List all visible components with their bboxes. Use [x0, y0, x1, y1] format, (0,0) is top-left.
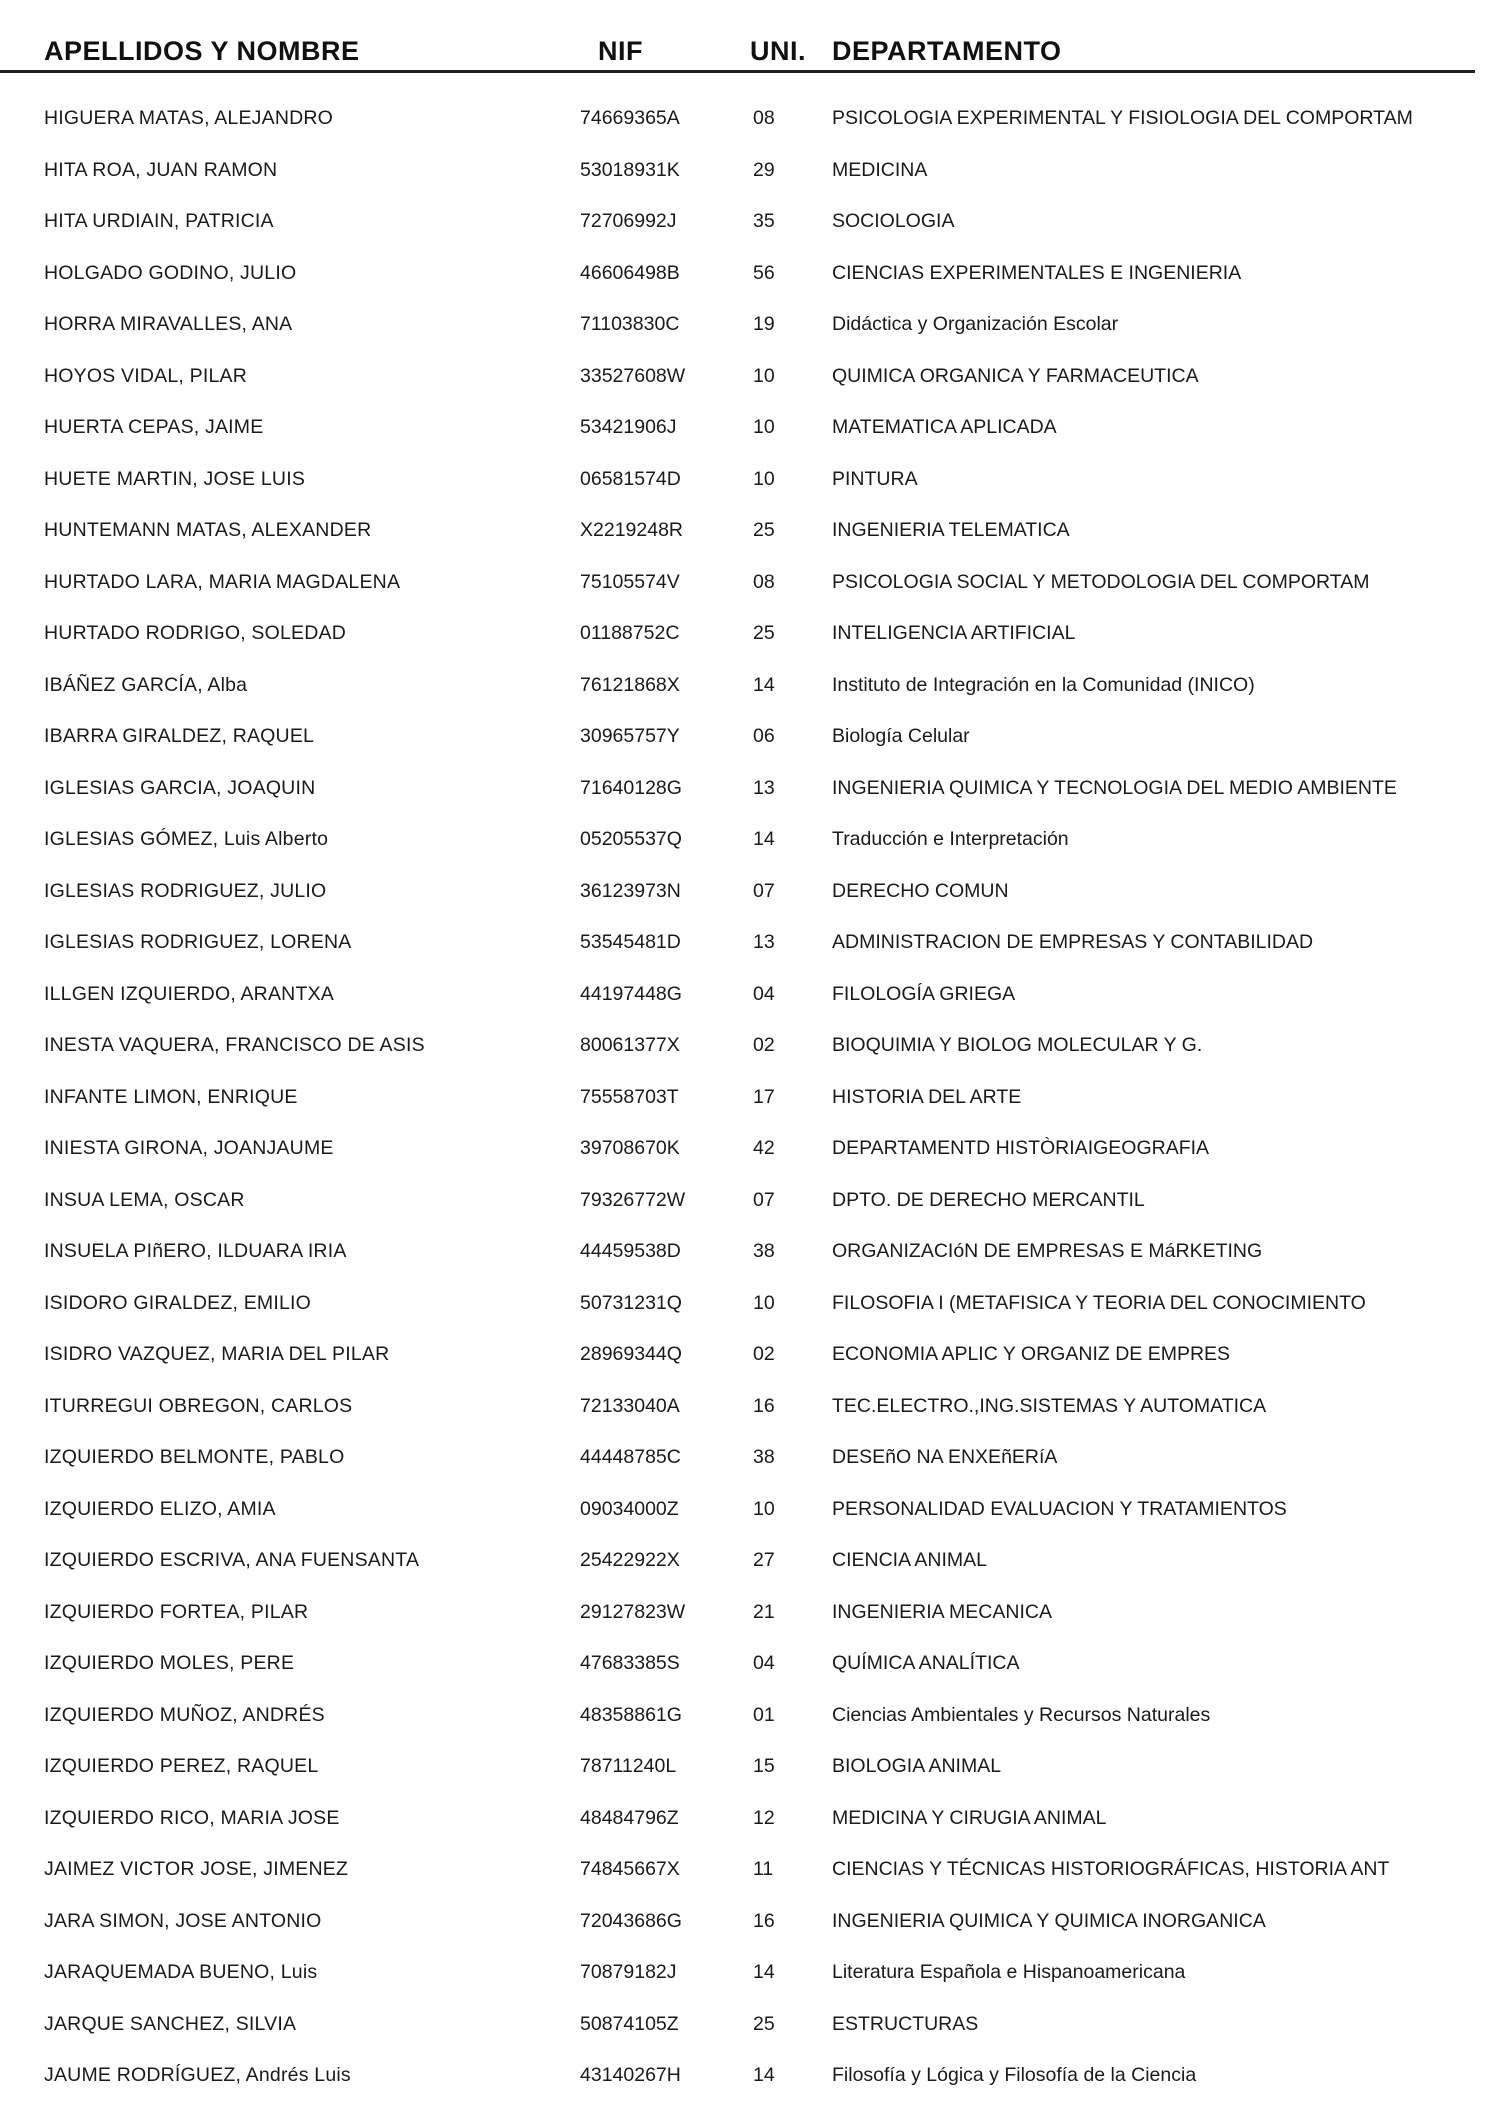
cell-departamento: QUIMICA ORGANICA Y FARMACEUTICA [832, 364, 1199, 387]
cell-nif: 39708670K [580, 1137, 680, 1159]
cell-nif: 50731231Q [580, 1291, 682, 1314]
cell-name: IGLESIAS RODRIGUEZ, LORENA [44, 931, 352, 953]
table-row [0, 816, 1500, 868]
cell-nif: 48484796Z [580, 1806, 679, 1829]
cell-departamento: BIOQUIMIA Y BIOLOG MOLECULAR Y G. [832, 1034, 1203, 1056]
cell-uni: 12 [753, 1806, 775, 1829]
cell-departamento: INGENIERIA MECANICA [832, 1600, 1052, 1623]
table-body [0, 95, 1500, 2104]
table-row [0, 1486, 1500, 1538]
table-row [0, 1898, 1500, 1950]
cell-departamento: ADMINISTRACION DE EMPRESAS Y CONTABILIDAD [832, 931, 1314, 953]
cell-nif: 72133040A [580, 1394, 680, 1417]
cell-name: IZQUIERDO BELMONTE, PABLO [44, 1446, 345, 1468]
cell-name: JARAQUEMADA BUENO, Luis [44, 1961, 318, 1983]
table-row [0, 2052, 1500, 2104]
cell-nif: 01188752C [580, 622, 680, 644]
cell-nif: 71103830C [580, 313, 680, 335]
header-divider [0, 70, 1475, 73]
cell-departamento: FILOSOFIA I (METAFISICA Y TEORIA DEL CONOCIMIENTO [832, 1291, 1366, 1314]
cell-name: JAUME RODRÍGUEZ, Andrés Luis [44, 2064, 351, 2086]
table-row [0, 868, 1500, 920]
cell-nif: 44197448G [580, 982, 682, 1005]
cell-name: INFANTE LIMON, ENRIQUE [44, 1085, 298, 1108]
cell-uni: 14 [753, 673, 775, 696]
table-row [0, 198, 1500, 250]
cell-nif: 43140267H [580, 2064, 681, 2086]
cell-departamento: DEPARTAMENTD HISTÒRIAIGEOGRAFIA [832, 1137, 1210, 1159]
cell-name: IBARRA GIRALDEZ, RAQUEL [44, 725, 315, 747]
cell-uni: 07 [753, 879, 775, 902]
cell-uni: 07 [753, 1188, 775, 1211]
table-row [0, 1022, 1500, 1074]
cell-name: HOLGADO GODINO, JULIO [44, 261, 297, 284]
cell-nif: 71640128G [580, 776, 682, 799]
table-row [0, 1795, 1500, 1847]
table-row [0, 301, 1500, 353]
cell-name: HURTADO RODRIGO, SOLEDAD [44, 622, 347, 644]
cell-uni: 42 [753, 1137, 775, 1159]
table-row [0, 1331, 1500, 1383]
cell-name: JARQUE SANCHEZ, SILVIA [44, 2012, 297, 2035]
cell-uni: 16 [753, 1909, 775, 1932]
cell-departamento: ECONOMIA APLIC Y ORGANIZ DE EMPRES [832, 1343, 1231, 1365]
cell-departamento: Traducción e Interpretación [832, 828, 1069, 850]
cell-nif: 53545481D [580, 931, 681, 953]
cell-uni: 08 [753, 107, 775, 129]
table-row [0, 1434, 1500, 1486]
cell-departamento: BIOLOGIA ANIMAL [832, 1755, 1002, 1777]
cell-departamento: PINTURA [832, 467, 918, 490]
cell-departamento: CIENCIAS EXPERIMENTALES E INGENIERIA [832, 261, 1242, 284]
header-departamento: DEPARTAMENTO [832, 36, 1062, 66]
cell-name: ISIDRO VAZQUEZ, MARIA DEL PILAR [44, 1343, 390, 1365]
cell-departamento: SOCIOLOGIA [832, 210, 955, 232]
cell-departamento: Didáctica y Organización Escolar [832, 313, 1119, 335]
cell-departamento: Instituto de Integración en la Comunidad (INICO) [832, 673, 1255, 696]
cell-uni: 17 [753, 1085, 775, 1108]
cell-departamento: INTELIGENCIA ARTIFICIAL [832, 622, 1076, 644]
cell-name: IZQUIERDO ESCRIVA, ANA FUENSANTA [44, 1549, 420, 1571]
cell-departamento: DERECHO COMUN [832, 879, 1009, 902]
cell-nif: 46606498B [580, 261, 680, 284]
cell-uni: 35 [753, 210, 775, 232]
cell-uni: 10 [753, 467, 775, 490]
cell-name: HITA ROA, JUAN RAMON [44, 158, 278, 181]
cell-nif: 74845667X [580, 1858, 680, 1880]
cell-name: HOYOS VIDAL, PILAR [44, 364, 247, 387]
cell-uni: 02 [753, 1343, 775, 1365]
cell-departamento: Literatura Española e Hispanoamericana [832, 1961, 1186, 1983]
header-name: APELLIDOS Y NOMBRE [44, 36, 360, 66]
cell-departamento: MATEMATICA APLICADA [832, 416, 1057, 438]
cell-nif: 44459538D [580, 1240, 681, 1262]
table-row [0, 456, 1500, 508]
cell-departamento: DPTO. DE DERECHO MERCANTIL [832, 1188, 1145, 1211]
cell-uni: 38 [753, 1240, 775, 1262]
cell-nif: 80061377X [580, 1034, 680, 1056]
table-header [0, 30, 1500, 70]
cell-name: ITURREGUI OBREGON, CARLOS [44, 1394, 353, 1417]
table-row [0, 250, 1500, 302]
cell-departamento: HISTORIA DEL ARTE [832, 1085, 1022, 1108]
cell-name: JARA SIMON, JOSE ANTONIO [44, 1909, 322, 1932]
cell-nif: 09034000Z [580, 1497, 679, 1520]
table-row [0, 1383, 1500, 1435]
cell-uni: 11 [753, 1858, 774, 1880]
cell-uni: 06 [753, 725, 775, 747]
cell-nif: 29127823W [580, 1600, 686, 1623]
cell-name: HUNTEMANN MATAS, ALEXANDER [44, 519, 372, 541]
cell-name: IZQUIERDO RICO, MARIA JOSE [44, 1806, 340, 1829]
cell-nif: 53018931K [580, 158, 680, 181]
table-row [0, 971, 1500, 1023]
cell-uni: 02 [753, 1034, 775, 1056]
cell-uni: 29 [753, 158, 775, 181]
table-row [0, 1177, 1500, 1229]
cell-uni: 04 [753, 1652, 775, 1674]
cell-nif: 33527608W [580, 364, 686, 387]
cell-uni: 01 [753, 1703, 775, 1726]
cell-name: JAIMEZ VICTOR JOSE, JIMENEZ [44, 1858, 349, 1880]
table-row [0, 765, 1500, 817]
cell-nif: 75105574V [580, 570, 680, 593]
cell-uni: 19 [753, 313, 775, 335]
cell-departamento: TEC.ELECTRO.,ING.SISTEMAS Y AUTOMATICA [832, 1394, 1267, 1417]
cell-nif: 06581574D [580, 467, 681, 490]
table-row [0, 610, 1500, 662]
cell-uni: 13 [753, 776, 775, 799]
cell-uni: 25 [753, 622, 775, 644]
cell-nif: 76121868X [580, 673, 680, 696]
cell-name: IZQUIERDO MOLES, PERE [44, 1652, 295, 1674]
cell-name: IZQUIERDO ELIZO, AMIA [44, 1497, 276, 1520]
cell-uni: 10 [753, 364, 775, 387]
cell-name: INSUELA PIñERO, ILDUARA IRIA [44, 1240, 347, 1262]
cell-uni: 14 [753, 2064, 775, 2086]
cell-uni: 15 [753, 1755, 775, 1777]
cell-departamento: Ciencias Ambientales y Recursos Naturales [832, 1703, 1211, 1726]
cell-uni: 10 [753, 416, 775, 438]
cell-name: HURTADO LARA, MARIA MAGDALENA [44, 570, 401, 593]
cell-departamento: INGENIERIA TELEMATICA [832, 519, 1070, 541]
cell-uni: 10 [753, 1291, 775, 1314]
cell-name: IGLESIAS GÓMEZ, Luis Alberto [44, 828, 329, 850]
cell-nif: 28969344Q [580, 1343, 682, 1365]
cell-departamento: ORGANIZACIóN DE EMPRESAS E MáRKETING [832, 1240, 1263, 1262]
header-nif: NIF [598, 36, 643, 66]
cell-uni: 13 [753, 931, 775, 953]
cell-name: HITA URDIAIN, PATRICIA [44, 210, 274, 232]
table-row [0, 559, 1500, 611]
cell-nif: 47683385S [580, 1652, 680, 1674]
cell-name: IGLESIAS GARCIA, JOAQUIN [44, 776, 316, 799]
table-row [0, 507, 1500, 559]
cell-nif: 05205537Q [580, 828, 682, 850]
table-row [0, 2001, 1500, 2053]
table-row [0, 1692, 1500, 1744]
cell-departamento: CIENCIAS Y TÉCNICAS HISTORIOGRÁFICAS, HISTORIA ANT [832, 1858, 1390, 1880]
table-row [0, 1125, 1500, 1177]
cell-departamento: MEDICINA Y CIRUGIA ANIMAL [832, 1806, 1107, 1829]
table-row [0, 713, 1500, 765]
table-row [0, 919, 1500, 971]
cell-uni: 14 [753, 828, 775, 850]
cell-name: ILLGEN IZQUIERDO, ARANTXA [44, 982, 334, 1005]
cell-uni: 38 [753, 1446, 775, 1468]
cell-departamento: PERSONALIDAD EVALUACION Y TRATAMIENTOS [832, 1497, 1287, 1520]
cell-name: HIGUERA MATAS, ALEJANDRO [44, 107, 334, 129]
cell-name: IGLESIAS RODRIGUEZ, JULIO [44, 879, 327, 902]
table-row [0, 1589, 1500, 1641]
cell-name: HUETE MARTIN, JOSE LUIS [44, 467, 306, 490]
header-uni: UNI. [750, 36, 806, 66]
cell-departamento: CIENCIA ANIMAL [832, 1549, 987, 1571]
cell-uni: 21 [753, 1600, 775, 1623]
table-row [0, 147, 1500, 199]
table-row [0, 95, 1500, 147]
cell-nif: 74669365A [580, 107, 680, 129]
cell-departamento: PSICOLOGIA SOCIAL Y METODOLOGIA DEL COMPORTAM [832, 570, 1370, 593]
cell-departamento: PSICOLOGIA EXPERIMENTAL Y FISIOLOGIA DEL COMPORTAM [832, 107, 1413, 129]
cell-departamento: QUÍMICA ANALÍTICA [832, 1652, 1020, 1674]
cell-name: INSUA LEMA, OSCAR [44, 1188, 245, 1211]
table-row [0, 1074, 1500, 1126]
cell-uni: 16 [753, 1394, 775, 1417]
cell-nif: 72706992J [580, 210, 677, 232]
cell-nif: 78711240L [580, 1755, 677, 1777]
cell-uni: 14 [753, 1961, 775, 1983]
cell-nif: X2219248R [580, 519, 684, 541]
cell-name: HORRA MIRAVALLES, ANA [44, 313, 293, 335]
cell-departamento: INGENIERIA QUIMICA Y TECNOLOGIA DEL MEDIO AMBIENTE [832, 776, 1397, 799]
table-row [0, 1846, 1500, 1898]
cell-uni: 56 [753, 261, 775, 284]
cell-name: IZQUIERDO FORTEA, PILAR [44, 1600, 309, 1623]
cell-name: INIESTA GIRONA, JOANJAUME [44, 1137, 334, 1159]
cell-nif: 75558703T [580, 1085, 679, 1108]
cell-uni: 10 [753, 1497, 775, 1520]
cell-name: IBÁÑEZ GARCÍA, Alba [44, 673, 248, 696]
cell-departamento: FILOLOGÍA GRIEGA [832, 982, 1016, 1005]
cell-uni: 25 [753, 2012, 775, 2035]
cell-name: IZQUIERDO PEREZ, RAQUEL [44, 1755, 319, 1777]
table-row [0, 1280, 1500, 1332]
table-row [0, 404, 1500, 456]
cell-name: INESTA VAQUERA, FRANCISCO DE ASIS [44, 1034, 425, 1056]
cell-nif: 79326772W [580, 1188, 686, 1211]
cell-nif: 72043686G [580, 1909, 682, 1932]
cell-name: HUERTA CEPAS, JAIME [44, 416, 264, 438]
cell-name: IZQUIERDO MUÑOZ, ANDRÉS [44, 1703, 325, 1726]
cell-uni: 25 [753, 519, 775, 541]
cell-departamento: INGENIERIA QUIMICA Y QUIMICA INORGANICA [832, 1909, 1266, 1932]
table-row [0, 353, 1500, 405]
cell-nif: 30965757Y [580, 725, 680, 747]
cell-departamento: Filosofía y Lógica y Filosofía de la Ciencia [832, 2064, 1197, 2086]
cell-nif: 25422922X [580, 1549, 680, 1571]
cell-name: ISIDORO GIRALDEZ, EMILIO [44, 1291, 312, 1314]
cell-uni: 27 [753, 1549, 775, 1571]
cell-departamento: ESTRUCTURAS [832, 2012, 979, 2035]
table-row [0, 1949, 1500, 2001]
cell-nif: 70879182J [580, 1961, 677, 1983]
cell-uni: 04 [753, 982, 775, 1005]
cell-departamento: MEDICINA [832, 158, 928, 181]
table-row [0, 1743, 1500, 1795]
table-row [0, 1537, 1500, 1589]
cell-nif: 53421906J [580, 416, 677, 438]
cell-nif: 44448785C [580, 1446, 681, 1468]
table-row [0, 662, 1500, 714]
table-row [0, 1640, 1500, 1692]
cell-nif: 36123973N [580, 879, 681, 902]
cell-uni: 08 [753, 570, 775, 593]
cell-departamento: DESEñO NA ENXEñERíA [832, 1446, 1058, 1468]
table-row [0, 1228, 1500, 1280]
cell-nif: 48358861G [580, 1703, 682, 1726]
cell-nif: 50874105Z [580, 2012, 679, 2035]
cell-departamento: Biología Celular [832, 725, 970, 747]
